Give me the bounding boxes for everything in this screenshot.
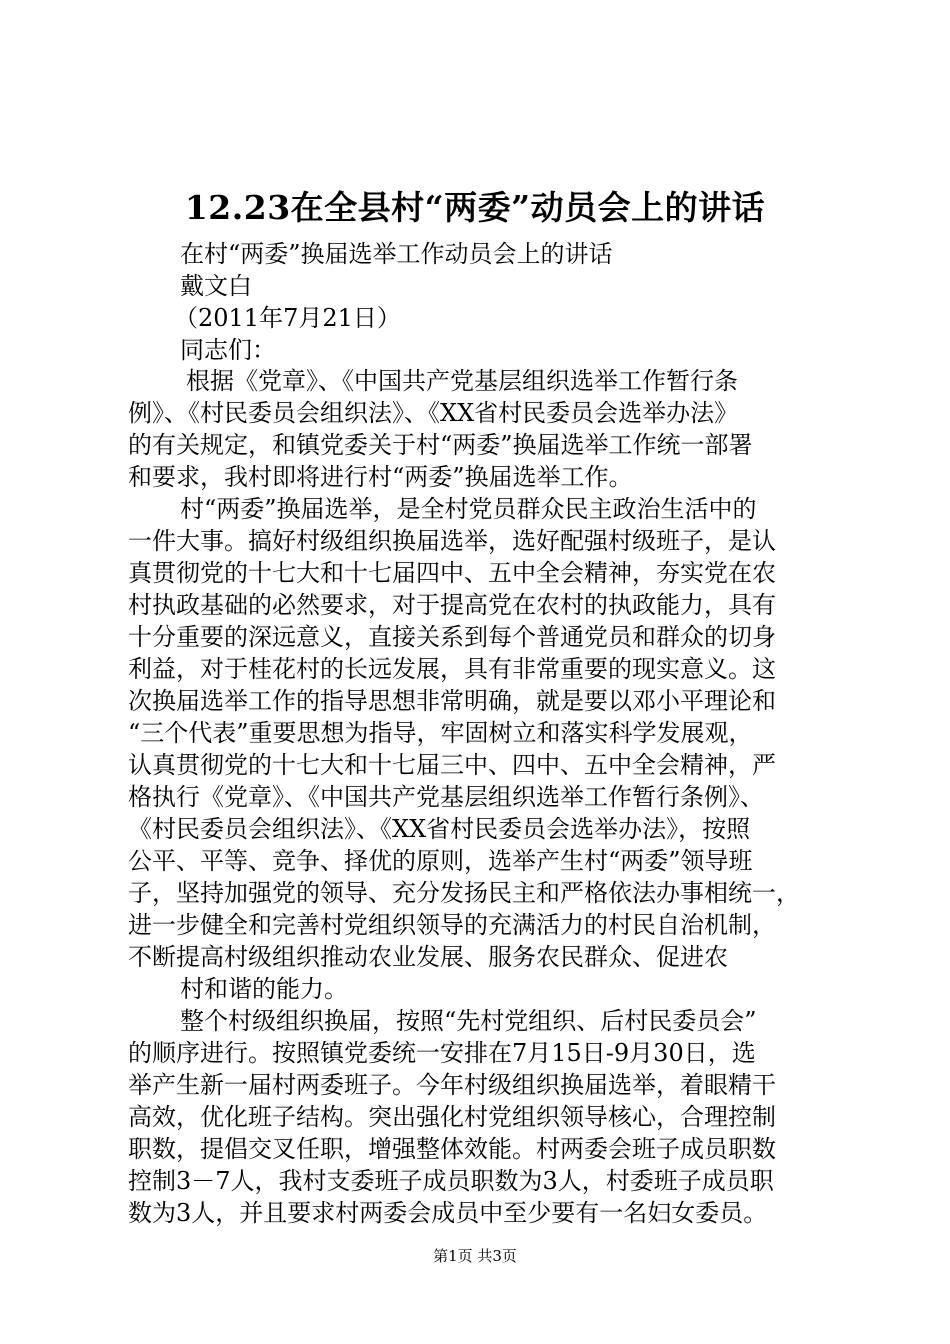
paragraph-3-line: 的顺序进行。按照镇党委统一安排在7月15日-9月30日，选 [128,1039,756,1067]
paragraph-2-line: 子，坚持加强党的领导、充分发扬民主和严格依法办事相统一， [128,879,800,907]
paragraph-3-line: 职数，提倡交叉任职，增强整体效能。村两委会班子成员职数 [128,1135,776,1163]
paragraph-2-line: 村执政基础的必然要求，对于提高党在农村的执政能力，具有 [128,591,776,619]
page-number-footer: 第1页 共3页 [433,1247,517,1265]
speech-date: （2011年7月21日） [174,304,401,332]
paragraph-2-line: 进一步健全和完善村党组织领导的充满活力的村民自治机制， [128,911,776,939]
paragraph-2-line: 格执行《党章》、《中国共产党基层组织选举工作暂行条例》、 [128,783,764,811]
paragraph-3-line: 数为3人，并且要求村两委会成员中至少要有一名妇女委员。 [128,1199,768,1227]
paragraph-2-line: 十分重要的深远意义，直接关系到每个普通党员和群众的切身 [128,623,776,651]
paragraph-2-line: 村和谐的能力。 [180,975,348,1003]
paragraph-2-line: 村“两委”换届选举，是全村党员群众民主政治生活中的 [180,495,757,523]
paragraph-1-line: 根据《党章》、《中国共产党基层组织选举工作暂行条 [186,367,738,395]
paragraph-1-line: 的有关规定，和镇党委关于村“两委”换届选举工作统一部署 [128,431,753,459]
author-name: 戴文白 [180,272,252,300]
paragraph-2-line: 认真贯彻党的十七大和十七届三中、四中、五中全会精神，严 [128,751,776,779]
paragraph-2-line: “三个代表”重要思想为指导，牢固树立和落实科学发展观， [128,719,753,747]
paragraph-2-line: 《村民委员会组织法》、《XX省村民委员会选举办法》，按照 [128,815,751,843]
document-subtitle: 在村“两委”换届选举工作动员会上的讲话 [180,240,613,268]
paragraph-1-line: 例》、《村民委员会组织法》、《XX省村民委员会选举办法》 [128,399,739,427]
paragraph-1-line: 和要求，我村即将进行村“两委”换届选举工作。 [128,463,633,491]
salutation: 同志们： [180,336,276,364]
paragraph-2-line: 公平、平等、竞争、择优的原则，选举产生村“两委”领导班 [128,847,753,875]
paragraph-2-line: 一件大事。搞好村级组织换届选举，选好配强村级班子，是认 [128,527,776,555]
paragraph-2-line: 真贯彻党的十七大和十七届四中、五中全会精神，夯实党在农 [128,559,776,587]
paragraph-3-line: 整个村级组织换届，按照“先村党组织、后村民委员会” [180,1007,757,1035]
paragraph-2-line: 不断提高村级组织推动农业发展、服务农民群众、促进农 [128,943,728,971]
document-title: 12.23在全县村“两委”动员会上的讲话 [184,188,766,227]
paragraph-2-line: 利益，对于桂花村的长远发展，具有非常重要的现实意义。这 [128,655,776,683]
paragraph-3-line: 高效，优化班子结构。突出强化村党组织领导核心，合理控制 [128,1103,776,1131]
paragraph-3-line: 举产生新一届村两委班子。今年村级组织换届选举，着眼精干 [128,1071,776,1099]
paragraph-3-line: 控制3－7人，我村支委班子成员职数为3人，村委班子成员职 [128,1167,774,1195]
paragraph-2-line: 次换届选举工作的指导思想非常明确，就是要以邓小平理论和 [128,687,776,715]
